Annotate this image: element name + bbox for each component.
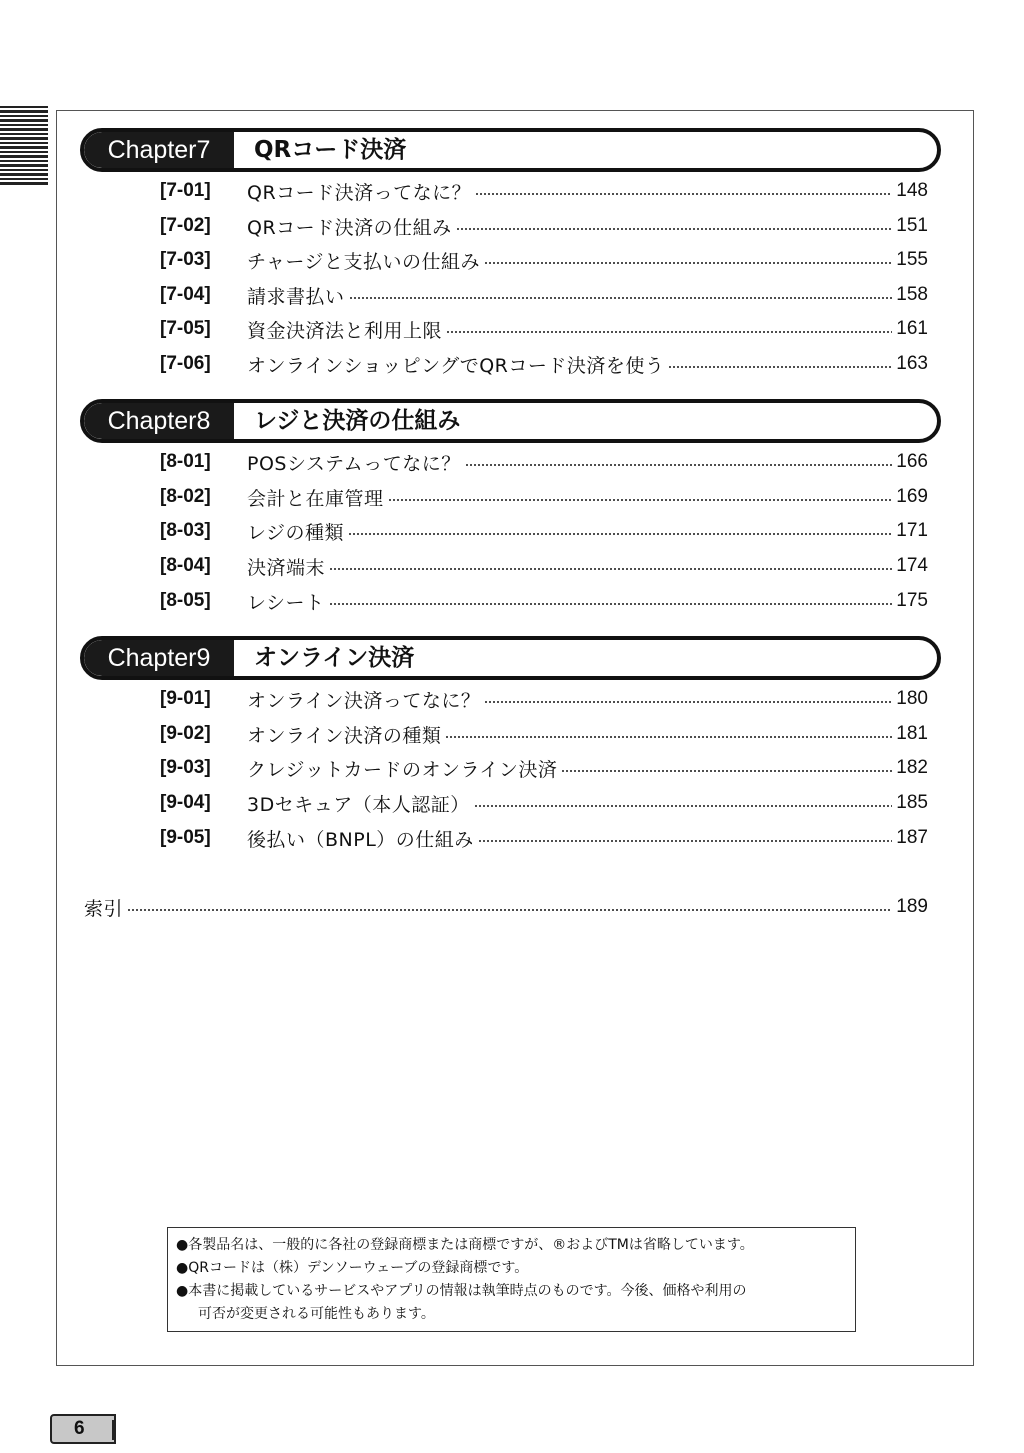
- entry-title: レジの種類: [247, 521, 345, 544]
- entry-page: 180: [896, 688, 928, 709]
- entry-number: [7-03]: [160, 249, 211, 270]
- chapter-label: Chapter7: [84, 132, 234, 168]
- entry-title: クレジットカードのオンライン決済: [247, 758, 558, 781]
- entry-title: チャージと支払いの仕組み: [247, 250, 481, 273]
- dot-leader: [445, 736, 892, 738]
- toc-entry[interactable]: [160, 823, 928, 853]
- entry-page: 171: [896, 520, 928, 541]
- entry-page: 148: [896, 180, 928, 201]
- entry-title: 3Dセキュア（本人認証）: [247, 793, 470, 816]
- dot-leader: [349, 297, 893, 299]
- toc-entry[interactable]: [160, 753, 928, 783]
- chapter-title: QRコード決済: [234, 132, 406, 168]
- toc-entry[interactable]: [160, 447, 928, 477]
- dot-leader: [446, 331, 892, 333]
- chapter-title: レジと決済の仕組み: [234, 403, 460, 439]
- dot-leader: [475, 193, 892, 195]
- entry-page: 185: [896, 792, 928, 813]
- toc-entry[interactable]: [160, 684, 928, 714]
- dot-leader: [329, 568, 892, 570]
- dot-leader: [484, 701, 892, 703]
- toc-entry[interactable]: [160, 314, 928, 344]
- entry-page: 151: [896, 215, 928, 236]
- entry-number: [8-04]: [160, 555, 211, 576]
- edge-index-marks: [0, 106, 48, 194]
- toc-entry[interactable]: [160, 586, 928, 616]
- toc-entry[interactable]: [160, 245, 928, 275]
- entry-title: 決済端末: [247, 556, 326, 579]
- entry-title: レシート: [247, 591, 325, 614]
- dot-leader: [478, 840, 893, 842]
- entry-page: 163: [896, 353, 928, 374]
- index-page: 189: [896, 896, 928, 917]
- dot-leader: [561, 770, 892, 772]
- dot-leader: [465, 464, 893, 466]
- entry-page: 166: [896, 451, 928, 472]
- entry-number: [9-04]: [160, 792, 211, 813]
- entry-page: 161: [896, 318, 928, 339]
- entry-number: [9-03]: [160, 757, 211, 778]
- dot-leader: [388, 499, 893, 501]
- toc-entry[interactable]: [160, 719, 928, 749]
- entry-page: 155: [896, 249, 928, 270]
- entry-number: [9-01]: [160, 688, 211, 709]
- entry-number: [8-02]: [160, 486, 211, 507]
- toc-entry[interactable]: [160, 788, 928, 818]
- entry-number: [8-03]: [160, 520, 211, 541]
- toc-entry[interactable]: [160, 516, 928, 546]
- toc-entry[interactable]: [160, 349, 928, 379]
- entry-number: [8-05]: [160, 590, 211, 611]
- toc-entry[interactable]: [160, 280, 928, 310]
- entry-title: QRコード決済ってなに？: [247, 181, 472, 204]
- entry-title: QRコード決済の仕組み: [247, 216, 452, 239]
- dot-leader: [456, 228, 893, 230]
- entry-number: [7-04]: [160, 284, 211, 305]
- note-line: ●各製品名は、一般的に各社の登録商標または商標ですが、®およびTMは省略しています。: [176, 1237, 754, 1253]
- entry-title: 資金決済法と利用上限: [247, 319, 443, 342]
- entry-number: [7-01]: [160, 180, 211, 201]
- entry-page: 187: [896, 827, 928, 848]
- chapter-label: Chapter8: [84, 403, 234, 439]
- dot-leader: [668, 366, 892, 368]
- entry-title: POSシステムってなに？: [247, 452, 461, 475]
- chapter-label: Chapter9: [84, 640, 234, 676]
- dot-leader: [474, 805, 893, 807]
- entry-title: オンラインショッピングでQRコード決済を使う: [247, 354, 665, 377]
- toc-entry[interactable]: [160, 482, 928, 512]
- note-line: ●本書に掲載しているサービスやアプリの情報は執筆時点のものです。今後、価格や利用の: [176, 1283, 747, 1299]
- index-entry[interactable]: [84, 892, 928, 922]
- page-number: 6: [50, 1414, 116, 1444]
- note-line: 可否が変更される可能性もあります。: [198, 1306, 435, 1322]
- entry-number: [9-05]: [160, 827, 211, 848]
- entry-number: [8-01]: [160, 451, 211, 472]
- page-tab-notch: [112, 1420, 116, 1440]
- entry-title: オンライン決済の種類: [247, 724, 442, 747]
- toc-entry[interactable]: [160, 176, 928, 206]
- toc-entry[interactable]: [160, 551, 928, 581]
- entry-number: [9-02]: [160, 723, 211, 744]
- dot-leader: [348, 533, 892, 535]
- chapter-header: [80, 128, 941, 172]
- dot-leader: [329, 603, 893, 605]
- chapter-header: [80, 399, 941, 443]
- entry-title: 会計と在庫管理: [247, 487, 384, 510]
- entry-page: 158: [896, 284, 928, 305]
- dot-leader: [484, 262, 892, 264]
- entry-page: 175: [896, 590, 928, 611]
- note-line: ●QRコードは（株）デンソーウェーブの登録商標です。: [176, 1260, 529, 1276]
- chapter-title: オンライン決済: [234, 640, 414, 676]
- entry-page: 169: [896, 486, 928, 507]
- entry-title: オンライン決済ってなに？: [247, 689, 481, 712]
- entry-page: 182: [896, 757, 928, 778]
- entry-number: [7-05]: [160, 318, 211, 339]
- entry-title: 請求書払い: [247, 285, 345, 308]
- chapter-header: [80, 636, 941, 680]
- trademark-notes: [167, 1227, 856, 1332]
- entry-title: 後払い（BNPL）の仕組み: [247, 828, 474, 851]
- index-title: 索引: [84, 897, 124, 920]
- dot-leader: [127, 909, 892, 911]
- entry-page: 174: [896, 555, 928, 576]
- entry-page: 181: [896, 723, 928, 744]
- entry-number: [7-06]: [160, 353, 211, 374]
- entry-number: [7-02]: [160, 215, 211, 236]
- toc-entry[interactable]: [160, 211, 928, 241]
